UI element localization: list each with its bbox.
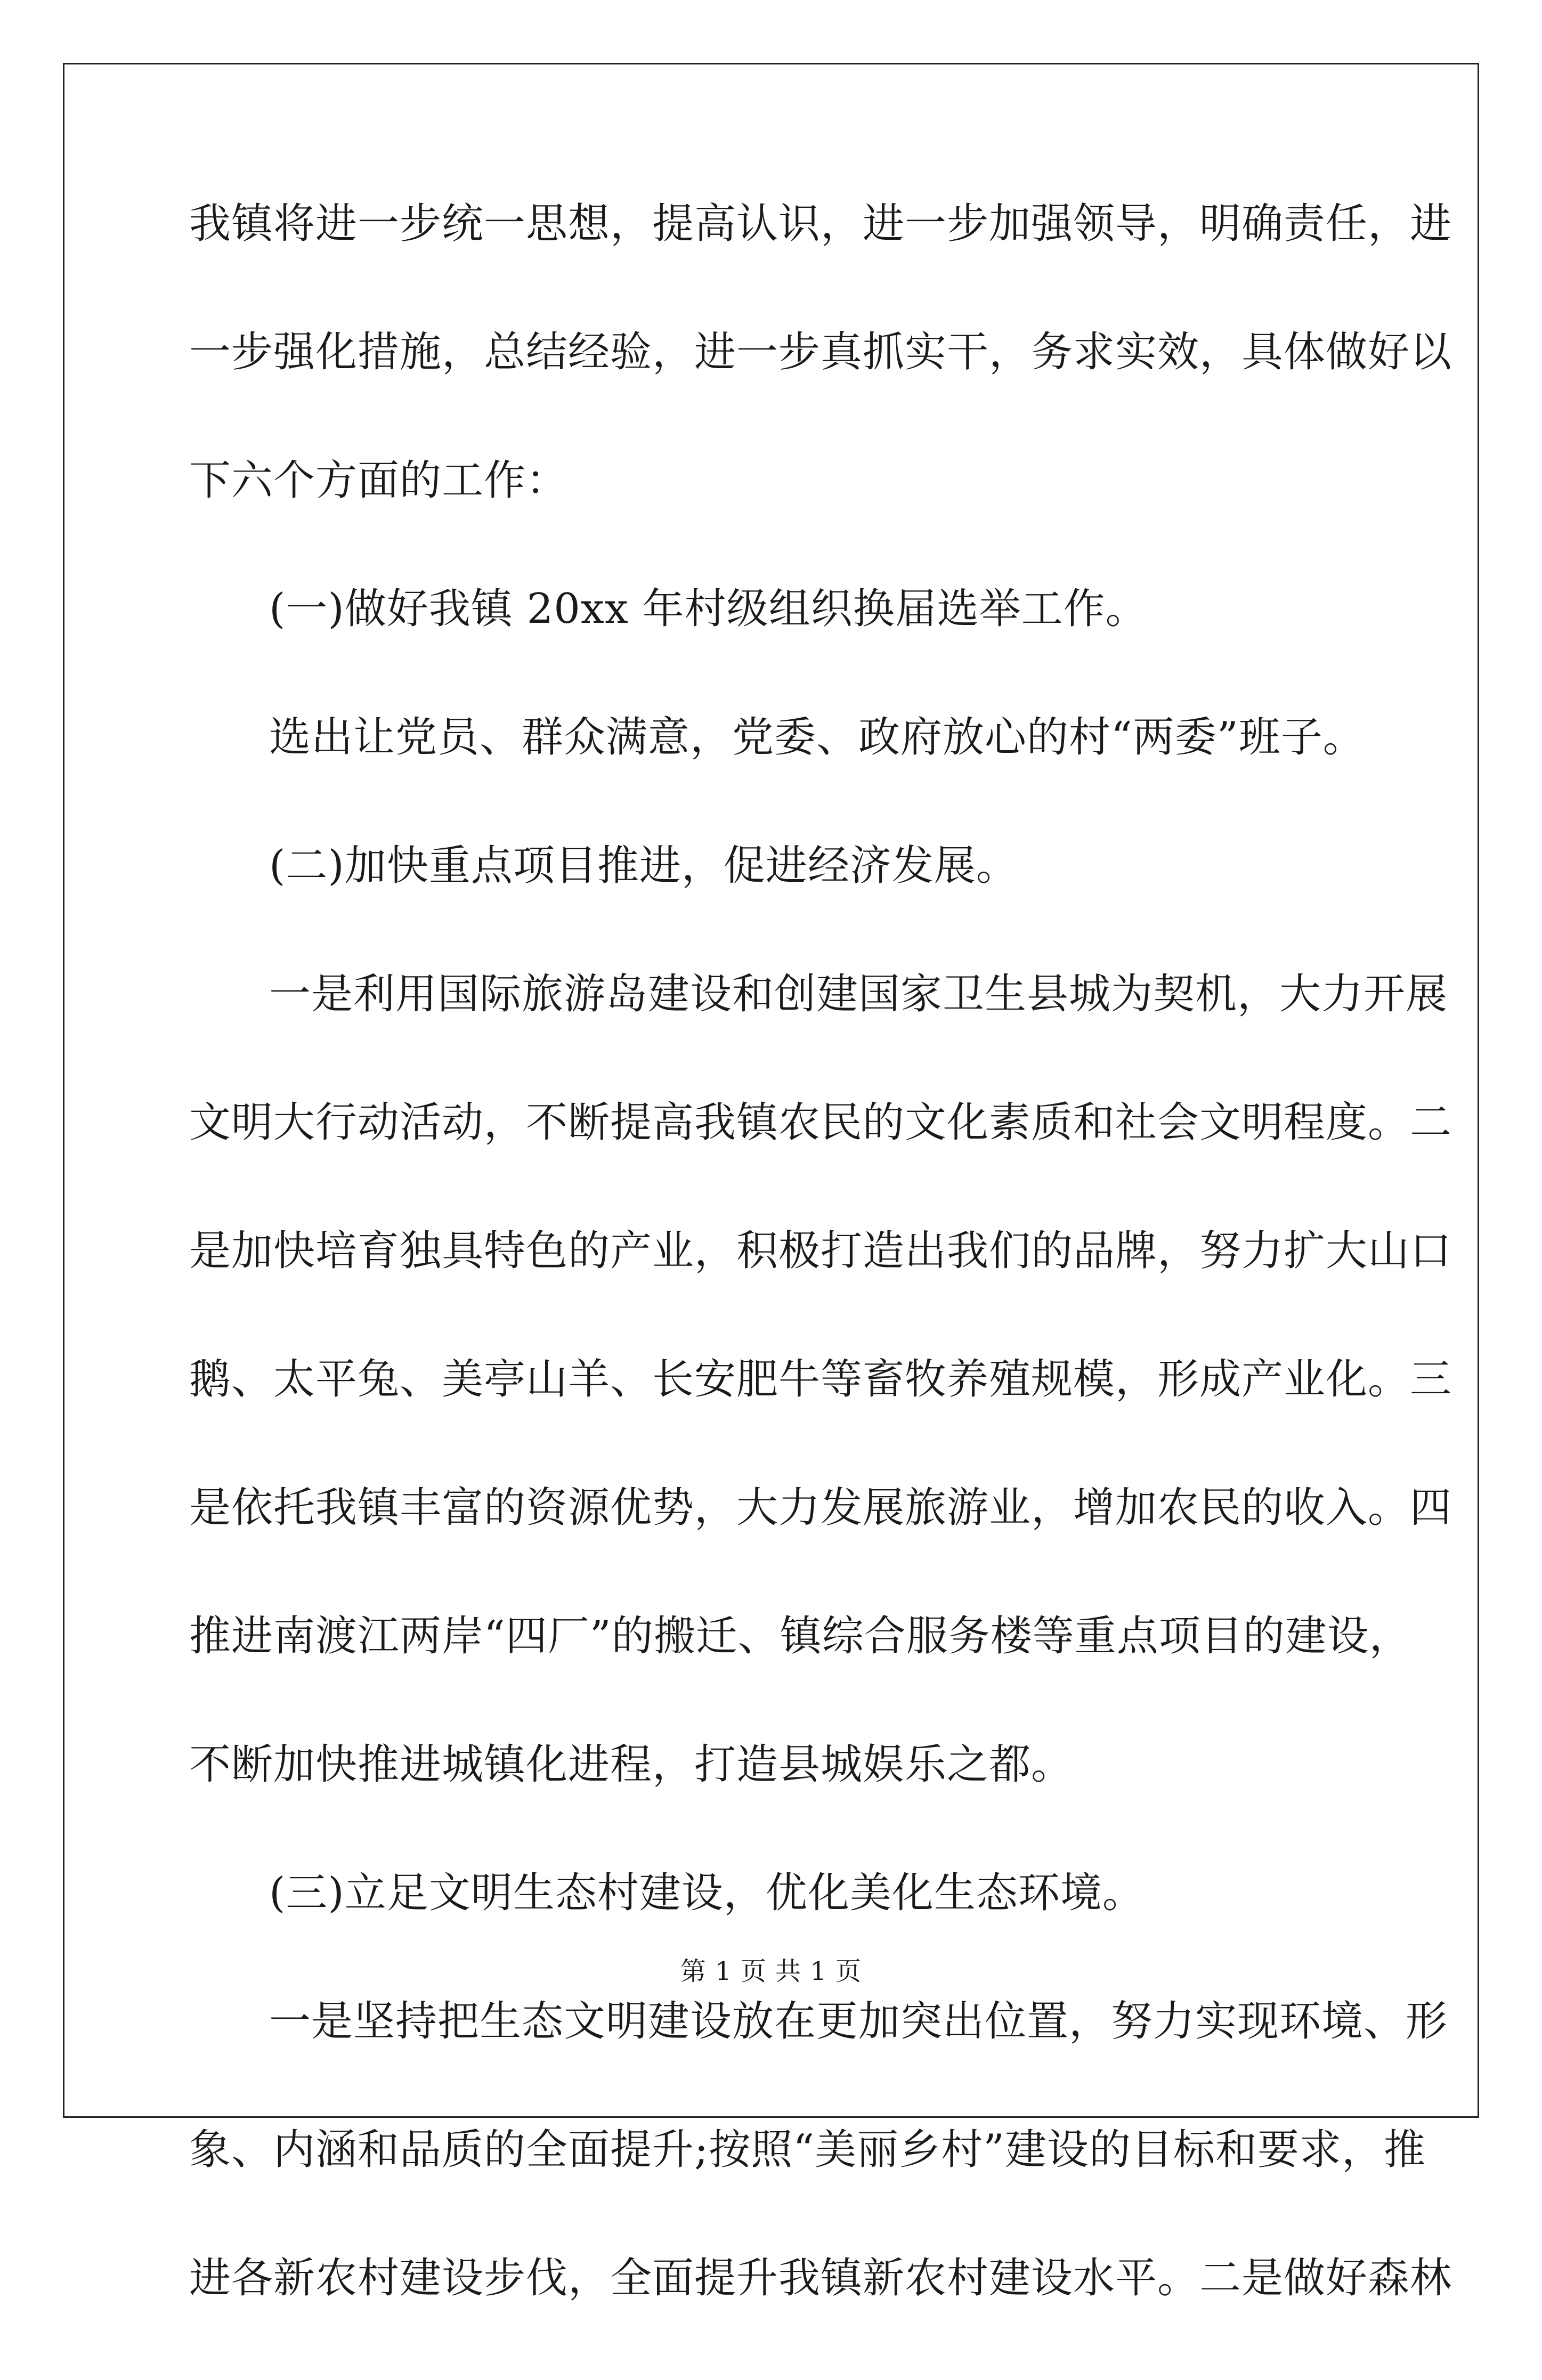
section-heading: (二)加快重点项目推进，促进经济发展。 [269,842,1018,890]
body-text-line: 文明大行动活动，不断提高我镇农民的文化素质和社会文明程度。二 [189,1099,1452,1147]
section-heading: (三)立足文明生态村建设，优化美化生态环境。 [269,1869,1145,1917]
body-text-line: 一是利用国际旅游岛建设和创建国家卫生县城为契机，大力开展 [269,970,1448,1018]
body-text-line: 鹅、太平兔、美亭山羊、长安肥牛等畜牧养殖规模，形成产业化。三 [189,1355,1452,1403]
page-footer: 第 1 页 共 1 页 [680,1956,862,1986]
body-text-line: 一步强化措施，总结经验，进一步真抓实干，务求实效，具体做好以 [189,328,1452,376]
body-text-line: 推进南渡江两岸“四厂”的搬迁、镇综合服务楼等重点项目的建设， [189,1612,1411,1660]
document-body [189,197,1452,2380]
body-text-line: 不断加快推进城镇化进程，打造县城娱乐之都。 [189,1741,1074,1789]
body-text-line: 进各新农村建设步伐，全面提升我镇新农村建设水平。二是做好森林 [189,2254,1452,2302]
section-heading: (一)做好我镇 20xx 年村级组织换届选举工作。 [269,585,1148,633]
body-text-line: 是依托我镇丰富的资源优势，大力发展旅游业，增加农民的收入。四 [189,1484,1452,1532]
body-text-line: 是加快培育独具特色的产业，积极打造出我们的品牌，努力扩大山口 [189,1227,1452,1275]
body-text-line: 下六个方面的工作： [189,457,569,505]
body-text-line: 我镇将进一步统一思想，提高认识，进一步加强领导，明确责任，进 [189,200,1452,248]
body-text-line: 象、内涵和品质的全面提升;按照“美丽乡村”建设的目标和要求，推 [189,2126,1426,2174]
body-text-line: 选出让党员、群众满意，党委、政府放心的村“两委”班子。 [269,713,1365,761]
body-text-line: 一是坚持把生态文明建设放在更加突出位置，努力实现环境、形 [269,1997,1448,2045]
